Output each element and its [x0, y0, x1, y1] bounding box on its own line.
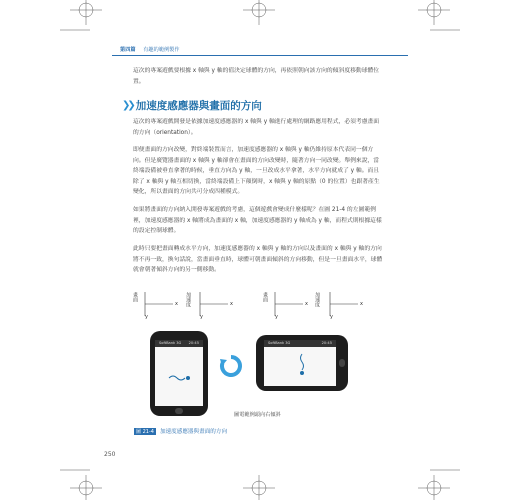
axis-label-screen-right: 畫面	[262, 292, 268, 302]
paragraph-3: 如果將畫面的方向納入開發專案遊戲的考慮，這個遊戲會變成什麼樣呢？在圖 21-4 的左圖範例裡，加速度感應器的 x 軸將成為畫面的 x 軸，加速度感應器的 y 軸成為 y 軸，而程式則根據這樣的設定控制球體。	[133, 207, 382, 234]
landscape-carrier: SoftBank 3G	[268, 341, 291, 345]
paragraph-1: 這次的專案遊戲開發是依據加速度感應器的 x 軸與 y 軸進行處理的網路應用程式，必須考慮畫面的方向（orientation）。	[133, 119, 380, 136]
rotate-arrow-icon	[219, 354, 243, 378]
axis-label-accel-left: 加速度	[185, 292, 191, 307]
running-header	[120, 46, 180, 53]
axis-label-y-1: y	[145, 314, 148, 320]
portrait-ball-trail	[155, 340, 203, 406]
axis-label-y-4: y	[330, 314, 333, 320]
section-chevron-icon: ❯❯	[122, 100, 133, 111]
portrait-time: 20:45	[188, 341, 199, 345]
portrait-phone	[150, 331, 208, 416]
figure-caption	[134, 427, 227, 435]
portrait-carrier: SoftBank 3G	[159, 341, 182, 345]
landscape-home-button	[339, 359, 345, 367]
axis-label-x-1: x	[175, 301, 178, 307]
axis-label-x-3: x	[305, 301, 308, 307]
page-number: 250	[104, 451, 116, 458]
landscape-phone	[256, 335, 348, 391]
paragraph-4: 此時只要把畫面轉成水平方向，加速度感應器的 x 軸與 y 軸的方向以及畫面的 x 軸與 y 軸的方向將不再一致，換句話說，當畫面垂直時，球體可朝畫面傾斜的方向移動，但是一旦畫面水平，球體就會朝著傾斜方向的另一側移動。	[133, 246, 383, 273]
intro-paragraph: 這次的專案遊戲要根據 x 軸與 y 軸的值決定球體的方向，再依照朝向該方向的傾斜度移動球體位置。	[133, 68, 380, 85]
figure-caption-text: 加速度感應器與畫面的方向	[159, 429, 228, 435]
portrait-home-button	[175, 408, 183, 414]
axis-label-y-3: y	[275, 314, 278, 320]
portrait-screen	[155, 340, 203, 406]
paragraph-2: 即便畫面的方向改變，對終端裝置而言，加速度感應器的 x 軸與 y 軸仍維持原本代表同一個方向。但是廣覽器畫面的 x 軸與 y 軸卻會在畫面的方向改變時，隨著方向一同改變。舉例來說，當終端設備被垂直拿著的時候，垂直方向為 y 軸，一旦改成水平拿著，水平方向就成了 y 軸。而且除了 x 軸與 y 軸互相切換，當終端設備上下顛倒時，x 軸與 y 軸的原點（0 的位置）也跟著產生變化，所以畫面的方向共可分成四種模式。	[133, 147, 380, 195]
landscape-screen	[264, 340, 336, 386]
figure-caption-label: 圖 21-4	[136, 428, 154, 435]
axis-label-x-2: x	[230, 301, 233, 307]
axis-label-screen-left: 畫面	[132, 292, 138, 302]
landscape-time: 20:45	[321, 341, 332, 345]
figure-note: 圖電範例頭向右傾斜	[234, 412, 281, 418]
header-title: 有趣的範例製作	[143, 47, 180, 53]
axis-diagrams	[125, 290, 445, 320]
axis-label-accel-right: 加速度	[314, 292, 320, 307]
landscape-ball-trail	[264, 340, 336, 386]
axis-label-y-2: y	[200, 314, 203, 320]
section-title: 加速度感應器與畫面的方向	[135, 100, 262, 112]
section-heading	[122, 98, 262, 113]
header-part: 第四篇	[120, 47, 136, 53]
axis-label-x-4: x	[360, 301, 363, 307]
header-rule	[112, 55, 408, 56]
